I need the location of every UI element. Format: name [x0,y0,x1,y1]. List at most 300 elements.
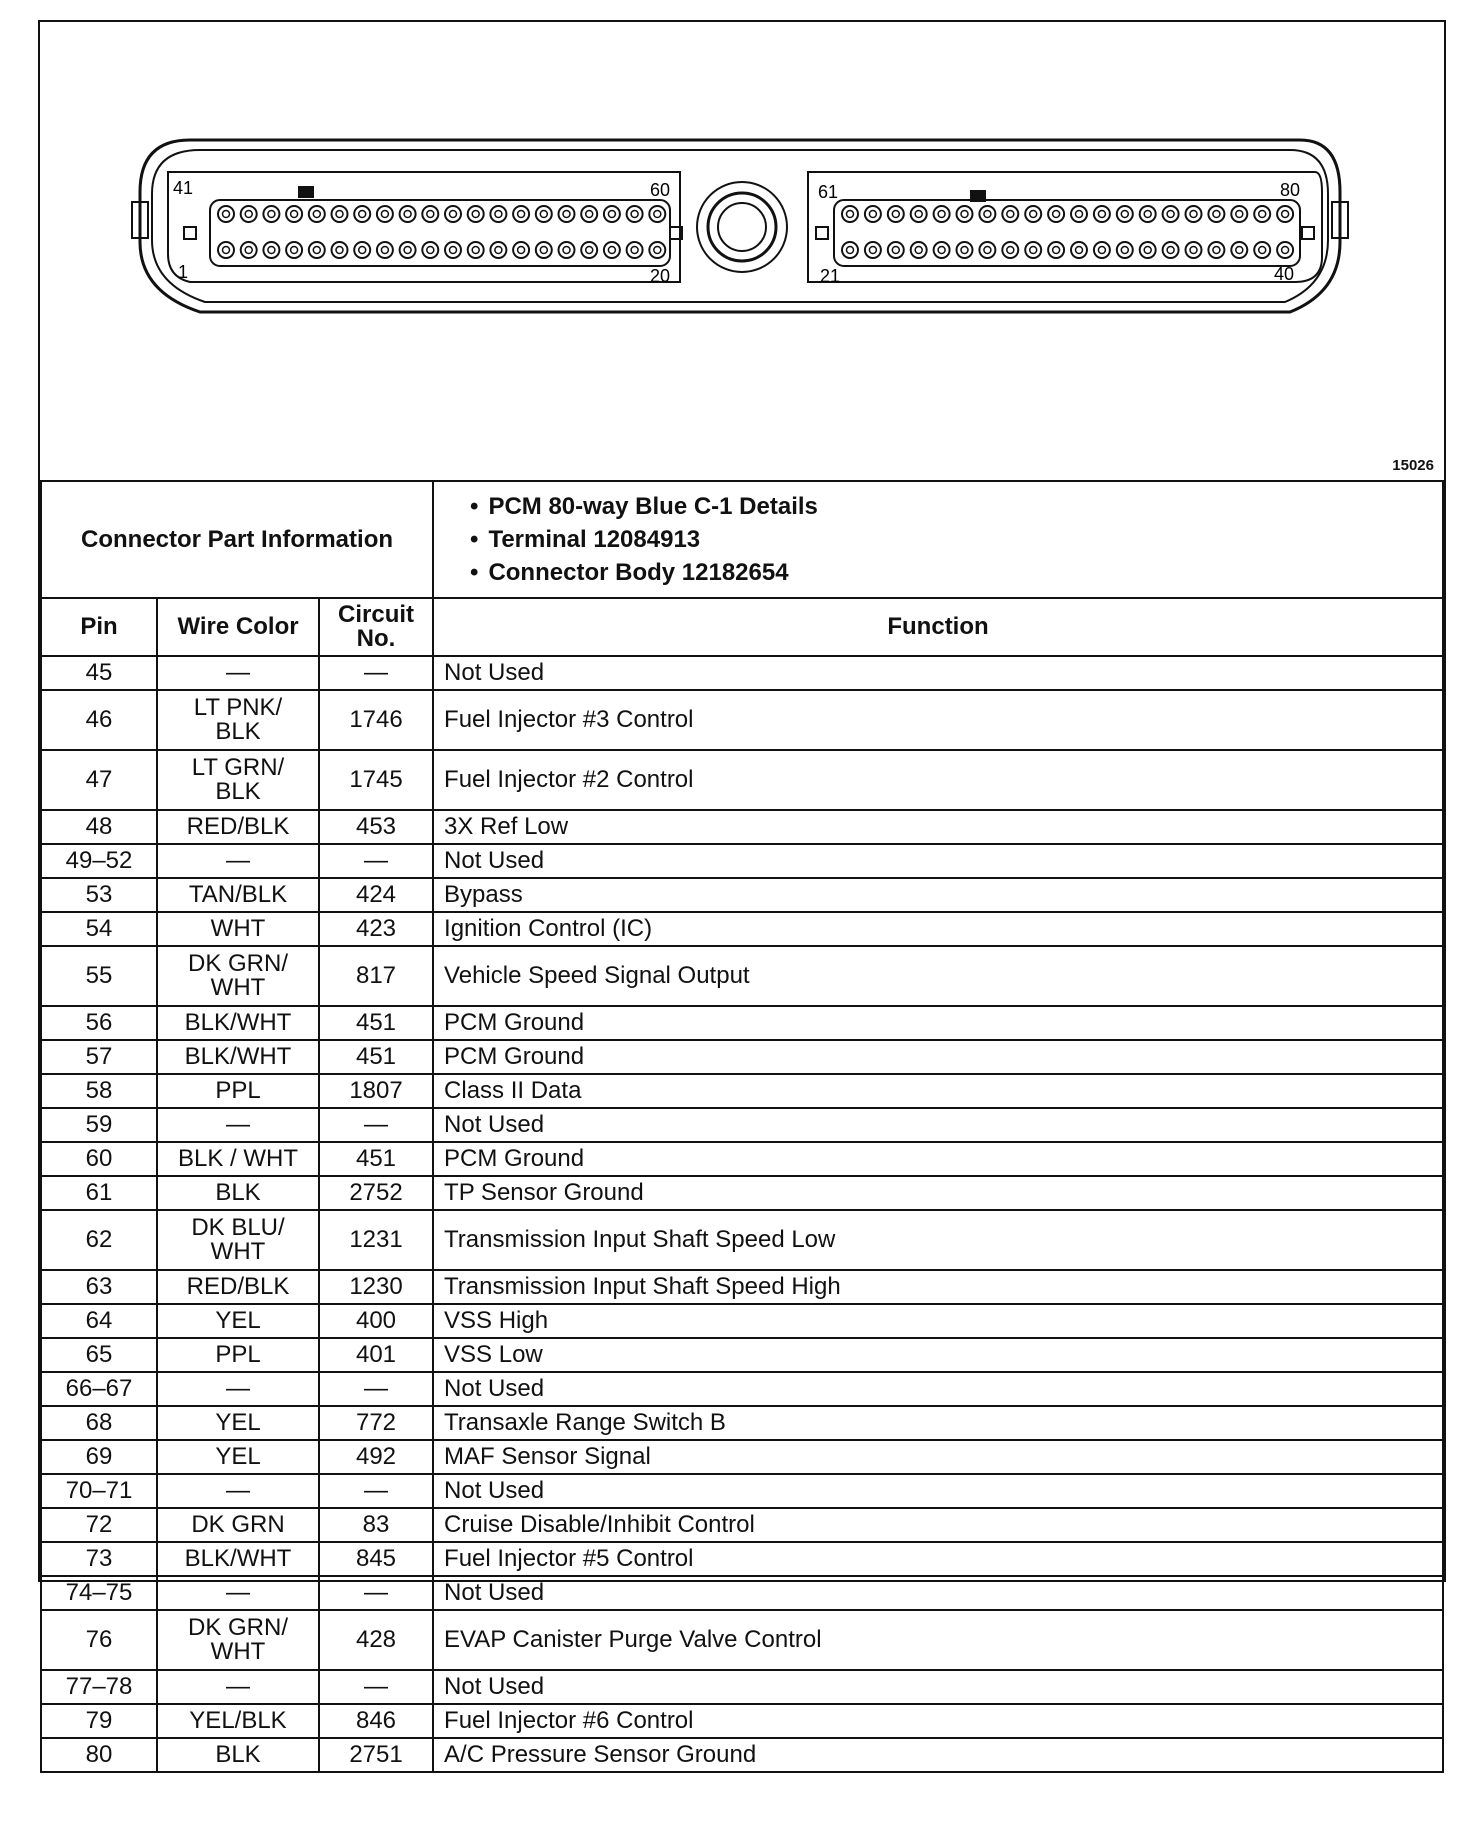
table-row [41,1176,1443,1210]
table-row [41,1406,1443,1440]
function-cell: Fuel Injector #6 Control [433,1704,1443,1738]
pin-socket [1071,206,1087,222]
circuit-cell: 423 [319,912,433,946]
wire-color-cell: TAN/BLK [157,878,319,912]
pin-cell: 77–78 [41,1670,157,1704]
left-pin-array [218,206,665,258]
center-bolt-outer [697,182,787,272]
pin-cell: 79 [41,1704,157,1738]
part-detail-item: • Connector Body 12182654 [470,556,1432,589]
table-row [41,750,1443,810]
pin-socket-center [1121,211,1128,218]
pin-cell: 65 [41,1338,157,1372]
pin-socket [332,206,348,222]
pin-socket [559,206,575,222]
pin-socket-center [1121,247,1128,254]
wire-color-cell: BLK/WHT [157,1006,319,1040]
function-cell: A/C Pressure Sensor Ground [433,1738,1443,1772]
pin-socket-center [404,211,411,218]
function-cell: Not Used [433,656,1443,690]
wire-color-cell: BLK [157,1176,319,1210]
function-cell: PCM Ground [433,1142,1443,1176]
pin-cell: 47 [41,750,157,810]
pin-socket-center [938,211,945,218]
pin-socket [468,206,484,222]
pin-cell: 60 [41,1142,157,1176]
part-info-details [433,481,1443,598]
connector-diagram [40,22,1444,482]
circuit-cell: 451 [319,1142,433,1176]
function-cell: Not Used [433,1576,1443,1610]
function-cell: Cruise Disable/Inhibit Control [433,1508,1443,1542]
pin-socket-center [1236,247,1243,254]
function-cell: Class II Data [433,1074,1443,1108]
right-inner-square [1302,227,1314,239]
pin-socket [888,206,904,222]
pin-socket [445,206,461,222]
pin-socket-center [938,247,945,254]
pin-socket-center [1259,247,1266,254]
function-cell: Not Used [433,1670,1443,1704]
pin-socket-center [518,247,525,254]
table-row [41,1040,1443,1074]
table-row [41,1542,1443,1576]
table-row [41,1576,1443,1610]
pin-cell: 54 [41,912,157,946]
pin-socket-center [472,211,479,218]
wire-color-cell: BLK / WHT [157,1142,319,1176]
pin-socket-center [1030,247,1037,254]
pin-socket [604,242,620,258]
pin-socket-center [313,211,320,218]
wire-color-cell: YEL [157,1304,319,1338]
pin-socket [581,206,597,222]
circuit-cell: 2752 [319,1176,433,1210]
circuit-cell: 83 [319,1508,433,1542]
housing-outline [140,140,1340,312]
pin-cell: 74–75 [41,1576,157,1610]
table-row [41,1108,1443,1142]
pin-socket-center [381,247,388,254]
table-row [41,1474,1443,1508]
table-row [41,1210,1443,1270]
pin-socket [1117,206,1133,222]
pin-socket [513,242,529,258]
pin-socket-center [563,247,570,254]
table-row [41,878,1443,912]
table-row [41,1304,1443,1338]
circuit-cell: 453 [319,810,433,844]
circuit-cell: 817 [319,946,433,1006]
pin-socket-center [1167,247,1174,254]
pin-socket-center [336,211,343,218]
table-row [41,946,1443,1006]
pin-socket [218,206,234,222]
pin-label-80: 80 [1280,180,1301,200]
pin-socket [979,242,995,258]
pin-socket-center [961,211,968,218]
pin-socket [627,242,643,258]
function-cell: Not Used [433,1108,1443,1142]
pin-cell: 53 [41,878,157,912]
pin-socket-center [1190,247,1197,254]
pin-socket-center [915,247,922,254]
pin-cell: 56 [41,1006,157,1040]
pin-socket-center [268,211,275,218]
pin-socket [354,206,370,222]
pin-socket-center [608,211,615,218]
pin-socket-center [1213,247,1220,254]
wire-color-cell: BLK/WHT [157,1040,319,1074]
circuit-cell: 424 [319,878,433,912]
pin-socket [957,206,973,222]
right-pin-cavity [834,200,1300,266]
pin-socket-center [1007,247,1014,254]
pin-socket-center [563,211,570,218]
pin-socket [842,206,858,222]
pin-socket [263,206,279,222]
part-detail-item: • PCM 80-way Blue C-1 Details [470,490,1432,523]
pin-socket [400,242,416,258]
pin-label-21: 21 [820,266,841,286]
pin-socket [1208,242,1224,258]
pin-socket-center [1259,211,1266,218]
pin-socket [1186,242,1202,258]
pin-socket [1277,206,1293,222]
pin-socket [957,242,973,258]
pin-socket [468,242,484,258]
pin-cell: 64 [41,1304,157,1338]
pin-socket-center [984,211,991,218]
pin-socket-center [268,247,275,254]
table-row [41,1610,1443,1670]
wire-color-cell: — [157,1108,319,1142]
pin-socket-center [427,211,434,218]
pin-label-41: 41 [173,178,194,198]
pin-cell: 72 [41,1508,157,1542]
pin-cell: 73 [41,1542,157,1576]
circuit-cell: 401 [319,1338,433,1372]
pin-socket [1208,206,1224,222]
wire-color-cell: BLK [157,1738,319,1772]
wire-color-cell: DK BLU/ WHT [157,1210,319,1270]
circuit-cell: 451 [319,1040,433,1074]
pin-socket [1231,206,1247,222]
pin-socket [513,206,529,222]
pin-socket [536,206,552,222]
pin-socket [332,242,348,258]
function-cell: Fuel Injector #3 Control [433,690,1443,750]
wire-color-cell: LT PNK/ BLK [157,690,319,750]
pin-socket-center [1213,211,1220,218]
table-row [41,844,1443,878]
pin-label-60: 60 [650,180,671,200]
pin-socket-center [518,211,525,218]
table-row [41,1738,1443,1772]
wire-color-cell: LT GRN/ BLK [157,750,319,810]
wire-color-cell: RED/BLK [157,810,319,844]
pin-socket [422,206,438,222]
table-row [41,810,1443,844]
pin-socket-center [1167,211,1174,218]
pin-socket-center [245,247,252,254]
function-cell: TP Sensor Ground [433,1176,1443,1210]
pin-socket-center [540,211,547,218]
header-function: Function [433,598,1443,656]
pinout-table [40,480,1444,1773]
pin-socket-center [472,247,479,254]
pin-socket [377,206,393,222]
circuit-cell: 1745 [319,750,433,810]
circuit-cell: — [319,656,433,690]
pin-cell: 66–67 [41,1372,157,1406]
wire-color-cell: DK GRN/ WHT [157,1610,319,1670]
pin-socket [934,242,950,258]
pin-socket [1025,206,1041,222]
pin-label-40: 40 [1274,264,1295,284]
pin-socket [979,206,995,222]
pin-socket [1254,206,1270,222]
table-row [41,1372,1443,1406]
pin-socket-center [1236,211,1243,218]
header-circuit: Circuit No. [319,598,433,656]
table-row [41,1338,1443,1372]
pin-socket [842,242,858,258]
pin-socket [1186,206,1202,222]
pin-socket-center [869,211,876,218]
pin-cell: 46 [41,690,157,750]
pin-socket [627,206,643,222]
pin-socket-center [1098,211,1105,218]
pin-cell: 62 [41,1210,157,1270]
pin-label-1: 1 [178,262,189,282]
circuit-cell: 451 [319,1006,433,1040]
function-cell: VSS High [433,1304,1443,1338]
table-row [41,1440,1443,1474]
pin-label-61: 61 [818,182,839,202]
table-row [41,1142,1443,1176]
wire-color-cell: YEL [157,1440,319,1474]
pin-cell: 49–52 [41,844,157,878]
pin-socket [604,206,620,222]
circuit-cell: 428 [319,1610,433,1670]
function-cell: Transaxle Range Switch B [433,1406,1443,1440]
pin-socket-center [1053,211,1060,218]
pin-socket-center [847,211,854,218]
circuit-cell: 845 [319,1542,433,1576]
pin-socket-center [847,247,854,254]
pin-socket-center [223,211,230,218]
pin-socket-center [245,211,252,218]
pin-socket-center [1076,211,1083,218]
pin-cell: 59 [41,1108,157,1142]
pin-socket-center [381,211,388,218]
pin-socket-center [654,247,661,254]
wire-color-cell: — [157,844,319,878]
pin-socket-center [1053,247,1060,254]
pin-socket-center [1030,211,1037,218]
pin-socket-center [1007,211,1014,218]
circuit-cell: 1807 [319,1074,433,1108]
pin-socket [241,242,257,258]
part-info-row [41,481,1443,598]
wire-color-cell: — [157,1372,319,1406]
pin-socket-center [313,247,320,254]
pin-socket-center [427,247,434,254]
connector-document [38,20,1446,1768]
wire-color-cell: WHT [157,912,319,946]
function-cell: 3X Ref Low [433,810,1443,844]
circuit-cell: 1231 [319,1210,433,1270]
pin-socket [1140,242,1156,258]
function-cell: Fuel Injector #5 Control [433,1542,1443,1576]
right-small-square [816,227,828,239]
pin-socket-center [1282,247,1289,254]
function-cell: Not Used [433,844,1443,878]
wire-color-cell: BLK/WHT [157,1542,319,1576]
pin-socket-center [359,247,366,254]
pin-socket-center [540,247,547,254]
pin-socket-center [961,247,968,254]
pin-label-20: 20 [650,266,671,286]
pin-socket-center [336,247,343,254]
pin-socket [1048,206,1064,222]
pin-socket-center [223,247,230,254]
function-cell: Not Used [433,1474,1443,1508]
function-cell: Transmission Input Shaft Speed Low [433,1210,1443,1270]
pin-socket [1025,242,1041,258]
pin-socket-center [586,211,593,218]
circuit-cell: — [319,1108,433,1142]
pin-socket-center [1144,247,1151,254]
part-info-label: Connector Part Information [41,481,433,598]
pin-socket [309,206,325,222]
circuit-cell: — [319,1474,433,1508]
figure-number: 15026 [1392,457,1434,474]
function-cell: MAF Sensor Signal [433,1440,1443,1474]
circuit-cell: 400 [319,1304,433,1338]
pin-socket-center [450,247,457,254]
pin-socket [1094,242,1110,258]
circuit-cell: — [319,1576,433,1610]
wire-color-cell: YEL/BLK [157,1704,319,1738]
pin-socket [1277,242,1293,258]
pin-socket-center [495,247,502,254]
pin-socket [286,206,302,222]
pin-socket-center [892,247,899,254]
function-cell: Fuel Injector #2 Control [433,750,1443,810]
table-row [41,1270,1443,1304]
table-row [41,1006,1443,1040]
pin-socket [1002,206,1018,222]
circuit-cell: 2751 [319,1738,433,1772]
pin-socket-center [1190,211,1197,218]
pin-cell: 55 [41,946,157,1006]
pin-socket [581,242,597,258]
function-cell: PCM Ground [433,1006,1443,1040]
pin-socket [865,206,881,222]
function-cell: EVAP Canister Purge Valve Control [433,1610,1443,1670]
pin-socket-center [586,247,593,254]
pin-cell: 80 [41,1738,157,1772]
pin-socket [1094,206,1110,222]
pin-socket-center [404,247,411,254]
table-row [41,1704,1443,1738]
pin-socket [911,206,927,222]
wire-color-cell: PPL [157,1338,319,1372]
right-key-marker [970,190,986,202]
pin-socket-center [608,247,615,254]
circuit-cell: — [319,844,433,878]
pin-socket [865,242,881,258]
circuit-cell: 1746 [319,690,433,750]
pin-socket [218,242,234,258]
pin-socket [934,206,950,222]
table-row [41,656,1443,690]
pin-socket-center [915,211,922,218]
pin-socket-center [359,211,366,218]
pin-socket [490,242,506,258]
function-cell: Not Used [433,1372,1443,1406]
pin-socket [536,242,552,258]
pin-socket [377,242,393,258]
pin-socket [490,206,506,222]
pin-socket-center [1282,211,1289,218]
table-row [41,1074,1443,1108]
right-pin-array [842,206,1293,258]
pin-socket [1048,242,1064,258]
wire-color-cell: — [157,1474,319,1508]
pin-socket-center [291,247,298,254]
pin-cell: 76 [41,1610,157,1670]
function-cell: PCM Ground [433,1040,1443,1074]
pin-socket [1254,242,1270,258]
pin-socket [911,242,927,258]
table-row [41,912,1443,946]
part-detail-item: • Terminal 12084913 [470,523,1432,556]
header-pin: Pin [41,598,157,656]
wire-color-cell: DK GRN/ WHT [157,946,319,1006]
left-small-square [184,227,196,239]
center-bolt-inner [718,203,766,251]
pin-cell: 48 [41,810,157,844]
pin-rows [41,656,1443,1772]
pin-socket-center [869,247,876,254]
pin-socket [1231,242,1247,258]
pin-socket [286,242,302,258]
wire-color-cell: DK GRN [157,1508,319,1542]
pin-socket [649,206,665,222]
pin-cell: 68 [41,1406,157,1440]
function-cell: VSS Low [433,1338,1443,1372]
pin-socket-center [654,211,661,218]
wire-color-cell: — [157,1576,319,1610]
pin-socket [263,242,279,258]
pin-cell: 58 [41,1074,157,1108]
pin-socket-center [631,211,638,218]
pin-socket [559,242,575,258]
pin-cell: 45 [41,656,157,690]
pin-socket-center [631,247,638,254]
function-cell: Bypass [433,878,1443,912]
circuit-cell: — [319,1670,433,1704]
pin-socket-center [984,247,991,254]
wire-color-cell: — [157,656,319,690]
table-row [41,1670,1443,1704]
pin-socket [1071,242,1087,258]
table-row [41,1508,1443,1542]
circuit-cell: — [319,1372,433,1406]
